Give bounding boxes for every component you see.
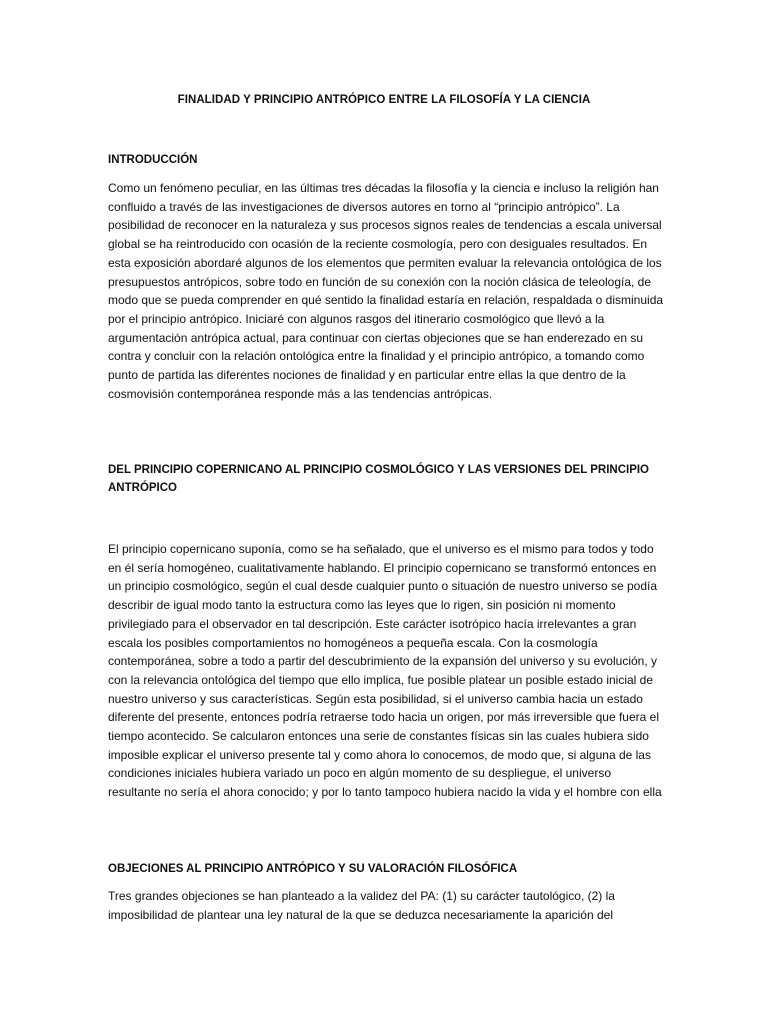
page-title: FINALIDAD Y PRINCIPIO ANTRÓPICO ENTRE LA FILOSOFÍA Y LA CIENCIA [177, 94, 591, 106]
paragraph-copernicano: El principio copernicano suponía, como se ha señalado, que el universo es el mismo para todos y todo en él sería homogéneo, cualitativamente hablando. El principio copernicano se transformó entonces en un principio cosmológico, según el cual desde cualquier punto o situación de nuestro universo se podía describir de igual modo tanto la estructura como las leyes que lo rigen, sin posición ni momento privilegiado para el observador en tal descripción. Este carácter isotrópico hacía irrelevantes a gran escala los posibles comportamientos no homogéneos a pequeña escala. Con la cosmología contemporánea, sobre a todo a partir del descubrimiento de la expansión del universo y su evolución, y con la relevancia ontológica del tiempo que ello implica, fue posible platear un posible estado inicial de nuestro universo y sus características. Según esta posibilidad, si el universo cambia hacia un estado diferente del presente, entonces podría retraerse todo hacia un origen, por más irreversible que fuera el tiempo acontecido. Se calcularon entonces una serie de constantes físicas sin las cuales hubiera sido imposible explicar el universo presente tal y como ahora lo conocemos, de modo que, si alguna de las condiciones iniciales hubiera variado un poco en algún momento de su despliegue, el universo resultante no sería el ahora conocido; y por lo tanto tampoco hubiera nacido la vida y el hombre con ella [108, 542, 662, 800]
section-heading-introduccion: INTRODUCCIÓN [108, 154, 198, 166]
paragraph-introduccion: Como un fenómeno peculiar, en las últimas tres décadas la filosofía y la ciencia e incluso la religión han confluido a través de las investigaciones de diversos autores en torno al “principio antrópico”. La posibilidad de reconocer en la naturaleza y sus procesos signos reales de tendencias a escala universal global se ha reintroducido con ocasión de la reciente cosmología, pero con desiguales resultados. En esta exposición abordaré algunos de los elementos que permiten evaluar la relevancia ontológica de los presupuestos antrópicos, sobre todo en función de su conexión con la noción clásica de teleología, de modo que se pueda comprender en qué sentido la finalidad estaría en relación, respaldada o disminuida por el principio antrópico. Iniciaré con algunos rasgos del itinerario cosmológico que llevó a la argumentación antrópica actual, para continuar con ciertas objeciones que se han enderezado en su contra y concluir con la relación ontológica entre la finalidad y el principio antrópico, a tomando como punto de partida las diferentes nociones de finalidad y en particular entre ellas la que dentro de la cosmovisión contemporánea responde más a las tendencias antrópicas. [108, 181, 664, 401]
paragraph-objeciones: Tres grandes objeciones se han planteado a la validez del PA: (1) su carácter tautológico, (2) la imposibilidad de plantear una ley natural de la que se deduzca necesariamente la aparición del [108, 889, 615, 922]
section-heading-copernicano: DEL PRINCIPIO COPERNICANO AL PRINCIPIO COSMOLÓGICO Y LAS VERSIONES DEL PRINCIPIO ANTRÓPICO [108, 464, 650, 494]
section-heading-objeciones: OBJECIONES AL PRINCIPIO ANTRÓPICO Y SU VALORACIÓN FILOSÓFICA [108, 863, 518, 875]
